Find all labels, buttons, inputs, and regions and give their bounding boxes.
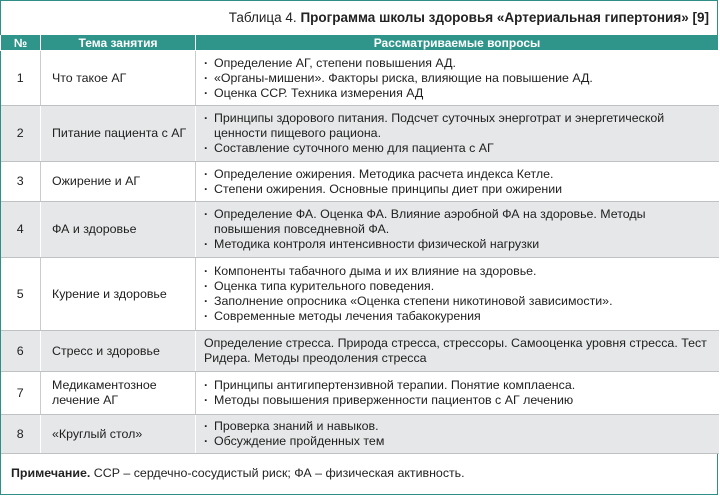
header-row (1, 35, 719, 51)
question-item: · Методы повышения приверженности пациентов с АГ лечению (204, 393, 709, 408)
row-questions (196, 106, 719, 162)
note-text: ССР – сердечно-сосудистый риск; ФА – физическая активность. (90, 466, 465, 480)
table-row (1, 372, 719, 415)
caption-title: Программа школы здоровья «Артериальная гипертония» [9] (300, 10, 709, 25)
row-num: 8 (1, 415, 41, 454)
row-num: 4 (1, 202, 41, 258)
caption-label: Таблица 4. (228, 10, 297, 25)
row-topic: Ожирение и АГ (41, 162, 196, 202)
row-topic: Курение и здоровье (41, 258, 196, 331)
question-item: · Проверка знаний и навыков. (204, 419, 709, 434)
row-num: 6 (1, 331, 41, 372)
row-num: 5 (1, 258, 41, 331)
table-row (1, 51, 719, 106)
question-item: · Современные методы лечения табакокурения (204, 309, 709, 324)
question-item: · Принципы антигипертензивной терапии. Понятие комплаенса. (204, 378, 709, 393)
row-topic: «Круглый стол» (41, 415, 196, 454)
table-row (1, 106, 719, 162)
row-topic: Питание пациента с АГ (41, 106, 196, 162)
question-item: · Определение АГ, степени повышения АД. (204, 56, 709, 71)
row-topic: Что такое АГ (41, 51, 196, 106)
question-item: · Составление суточного меню для пациента с АГ (204, 141, 709, 156)
row-num: 3 (1, 162, 41, 202)
row-topic: Медикаментозное лечение АГ (41, 372, 196, 415)
program-table (0, 35, 719, 454)
question-item: · Определение ФА. Оценка ФА. Влияние аэробной ФА на здоровье. Методы повышения повседневной ФА. (204, 207, 709, 237)
row-questions (196, 372, 719, 415)
question-item: · Оценка ССР. Техника измерения АД (204, 86, 709, 101)
table-row (1, 331, 719, 372)
question-item: · Принципы здорового питания. Подсчет суточных энерготрат и энергетической ценности пищевого рациона. (204, 111, 709, 141)
row-questions (196, 202, 719, 258)
question-item: · Заполнение опросника «Оценка степени никотиновой зависимости». (204, 294, 709, 309)
row-questions (196, 51, 719, 106)
table-row (1, 415, 719, 454)
table-note (11, 466, 465, 480)
row-num: 7 (1, 372, 41, 415)
question-item: · Компоненты табачного дыма и их влияние на здоровье. (204, 264, 709, 279)
row-questions (196, 415, 719, 454)
row-questions (196, 162, 719, 202)
question-item: · Обсуждение пройденных тем (204, 434, 709, 449)
row-num: 2 (1, 106, 41, 162)
row-topic: ФА и здоровье (41, 202, 196, 258)
row-questions: Определение стресса. Природа стресса, стрессоры. Самооценка уровня стресса. Тест Ридера. Методы преодоления стресса (196, 331, 719, 372)
header-topic: Тема занятия (41, 35, 196, 51)
table-row (1, 162, 719, 202)
question-item: · «Органы-мишени». Факторы риска, влияющие на повышение АД. (204, 71, 709, 86)
table-row (1, 258, 719, 331)
header-num: № (1, 35, 41, 51)
note-label: Примечание. (11, 466, 91, 480)
question-item: · Степени ожирения. Основные принципы диет при ожирении (204, 182, 709, 197)
question-item: · Оценка типа курительного поведения. (204, 279, 709, 294)
header-questions: Рассматриваемые вопросы (196, 35, 719, 51)
question-item: · Методика контроля интенсивности физической нагрузки (204, 237, 709, 252)
table-row (1, 202, 719, 258)
row-questions (196, 258, 719, 331)
question-item: · Определение ожирения. Методика расчета индекса Кетле. (204, 167, 709, 182)
row-topic: Стресс и здоровье (41, 331, 196, 372)
row-num: 1 (1, 51, 41, 106)
table-caption (1, 1, 717, 35)
